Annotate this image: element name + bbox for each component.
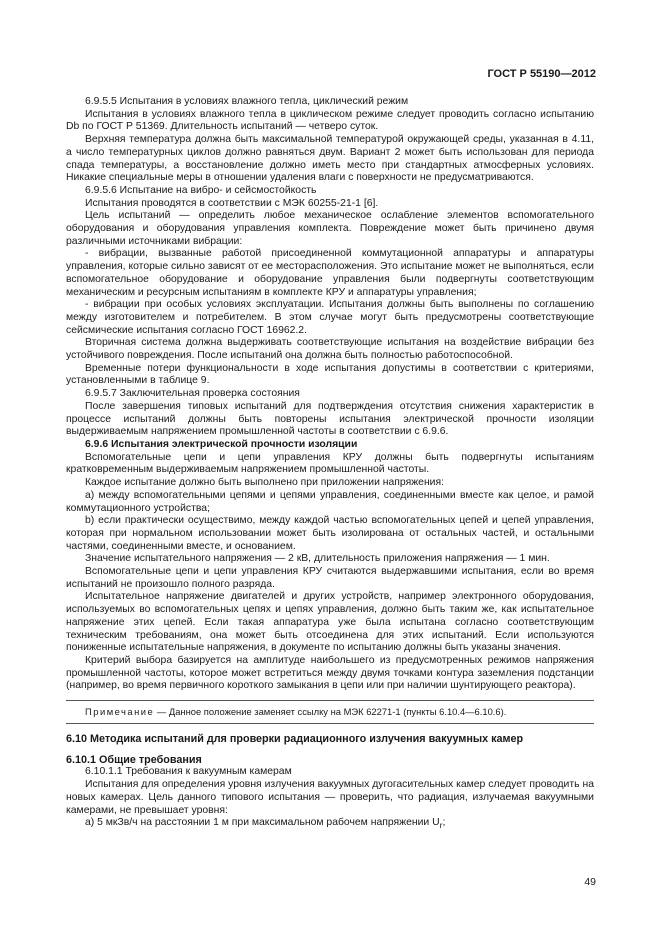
paragraph-text: Значение испытательного напряжения — 2 кВ, длительность приложения напряжения — 1 мин. [85,553,550,565]
subscript: r [439,820,443,831]
note-label: Примечание [85,706,155,718]
paragraph-text: Испытания в условиях влажного тепла в циклическом режиме следует проводить согласно испытанию Db по ГОСТ Р 51369. Длительность испытаний — четверо суток. [66,108,594,133]
paragraph [66,452,594,477]
paragraph-text: Испытательное напряжение двигателей и других устройств, например электронного оборудования, используемых во вспомогательных цепях и цепях управления, должно быть таким же, как испытательное напряжение этих цепей. Если такая аппаратура уже была испытана согласно соответствующим техническим требованиям, она может быть отсоединена для этих испытаний. Если используются пониженные испытательные напряжения, в документе по испытанию должны быть указаны значения. [66,591,594,654]
paragraph [66,490,594,515]
paragraph-text: - вибрации, вызванные работой присоединенной коммутационной аппаратуры и аппаратуры управления, которые сильно зависят от ее месторасположения. Это испытание может не выполняться, если вспомогательное оборудование и оборудование управления были подвергнуты соответствующим механическим и ресурсным испытаниям в комплекте КРУ и аппаратуры управления; [66,248,594,298]
paragraph-text: a) 5 мкЗв/ч на расстоянии 1 м при максимальном рабочем напряжении U [85,817,440,829]
paragraph-text: Испытания проводятся в соответствии с МЭК 60255-21-1 [6]. [85,197,379,209]
paragraph [66,754,594,767]
paragraph [66,515,594,553]
paragraph [66,779,594,817]
page-number: 49 [584,876,596,888]
paragraph [66,766,594,779]
paragraph [66,248,594,299]
paragraph [66,299,594,337]
paragraph [66,363,594,388]
paragraph-text: - вибрации при особых условиях эксплуатации. Испытания должны быть выполнены по соглашению между изготовителем и потребителем. В этом случае могут быть предусмотрены соответствующие сейсмические испытания согласно ГОСТ 16962.2. [66,299,594,336]
paragraph-text: b) если практически осуществимо, между каждой частью вспомогательных цепей и цепей управления, которая при нормальном использовании может быть изолирована от остальных частей, и остальными частями, соединенными вместе, и основанием. [66,515,594,552]
page-body [66,96,594,832]
note-text: — Данное положение заменяет ссылку на МЭК 62271-1 (пункты 6.10.4—6.10.6). [154,706,507,718]
paragraph-text: Вспомогательные цепи и цепи управления КРУ считаются выдержавшими испытания, если во время испытаний не произошло полного разряда. [66,566,594,590]
paragraph-text: Каждое испытание должно быть выполнено при приложении напряжения: [85,477,444,489]
paragraph [66,96,594,109]
paragraph [66,388,594,401]
paragraph-text: 6.10.1.1 Требования к вакуумным камерам [85,766,292,778]
paragraph-text: 6.9.5.5 Испытания в условиях влажного тепла, циклический режим [85,96,409,107]
paragraph [66,591,594,655]
paragraph [66,439,594,452]
section-text-lower [66,733,594,832]
document-code: ГОСТ Р 55190—2012 [487,68,596,80]
paragraph [66,185,594,198]
paragraph [66,655,594,693]
paragraph-text: 6.10 Методика испытаний для проверки радиационного излучения вакуумных камер [66,733,524,746]
paragraph-text: Вспомогательные цепи и цепи управления КРУ должны быть подвергнуты испытаниям кратковременным выдерживаемым напряжением промышленной частоты. [66,451,594,476]
paragraph-text: 6.9.5.7 Заключительная проверка состояния [85,388,300,400]
paragraph-text: 6.9.5.6 Испытание на вибро- и сейсмостойкость [85,184,317,196]
paragraph [66,733,594,746]
paragraph-text: Критерий выбора базируется на амплитуде наибольшего из предусмотренных режимов напряжения промышленной частоты, которое может встретиться между двумя точками контура заземления подстанции (например, во время первичного короткого замыкания в цепи или при наличии шунтирующего реактора). [66,654,594,692]
paragraph-text: Верхняя температура должна быть максимальной температурой окружающей среды, указанная в 4.11, а число температурных циклов должно равняться двум. Вариант 2 может быть использован для периода спада температуры, а восстановление должно иметь место при стандартных атмосферных условиях. Никакие специальные меры в отношении удаления влаги с поверхности не предусматриваются. [66,134,594,184]
paragraph [66,134,594,185]
paragraph [66,566,594,591]
paragraph [66,337,594,362]
paragraph-tail: ; [442,817,446,829]
paragraph-text: После завершения типовых испытаний для подтверждения отсутствия снижения характеристик в процессе испытаний должны быть повторены испытания электрической прочности изоляции выдерживаемым напряжением промышленной частоты в соответствии с 6.9.6. [66,400,594,438]
note-box [66,700,594,724]
paragraph [66,553,594,566]
paragraph-text: Цель испытаний — определить любое механическое ослабление элементов вспомогательного оборудования и оборудования управления комплекта. Повреждение может быть причинено двумя различными источниками вибрации: [66,210,594,247]
paragraph-text: Вторичная система должна выдерживать соответствующие испытания на воздействие вибрации без устойчивого повреждения. После испытаний она должна быть полностью работоспособной. [66,337,594,362]
paragraph [66,198,594,211]
paragraph-text: Временные потери функциональности в ходе испытания допустимы в соответствии с критериями, установленными в таблице 9. [66,362,594,387]
paragraph [66,109,594,134]
paragraph-text: 6.9.6 Испытания электрической прочности изоляции [85,438,358,450]
paragraph [66,477,594,490]
paragraph-text: 6.10.1 Общие требования [66,753,202,766]
section-text-upper [66,96,594,693]
paragraph-text: a) между вспомогательными цепями и цепями управления, соединенными вместе как целое, и рамой коммутационного устройства; [66,489,594,514]
paragraph [66,401,594,439]
paragraph-text: Испытания для определения уровня излучения вакуумных дугогасительных камер следует проводить на новых камерах. Цель данного типового испытания — проверить, что радиация, излучаемая вакуумными камерами, не превышает уровня: [66,779,594,816]
paragraph [66,210,594,248]
paragraph [66,817,594,832]
